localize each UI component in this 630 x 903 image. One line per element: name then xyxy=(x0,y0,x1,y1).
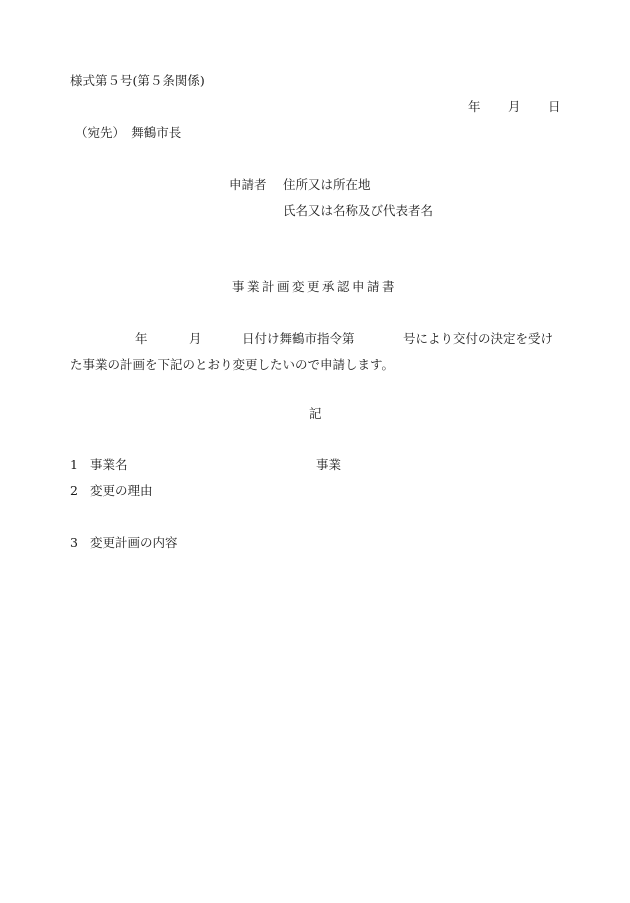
item-1-number: 1 xyxy=(70,457,78,472)
item-3-number: 3 xyxy=(70,535,78,550)
item-2-number: 2 xyxy=(70,483,78,498)
item-3-label: 変更計画の内容 xyxy=(90,535,178,550)
name-label: 氏名又は名称及び代表者名 xyxy=(283,203,434,218)
address-label: 住所又は所在地 xyxy=(283,177,371,192)
applicant-label: 申請者 xyxy=(229,177,267,192)
addressee: （宛先） 舞鶴市長 xyxy=(75,125,182,140)
date-day: 日 xyxy=(548,99,561,114)
document-title: 事業計画変更承認申請書 xyxy=(232,279,398,294)
body-year: 年 xyxy=(135,331,148,346)
form-number: 様式第５号(第５条関係) xyxy=(70,73,205,88)
ki-heading: 記 xyxy=(309,406,322,421)
body-decision-text: 号により交付の決定を受け xyxy=(403,331,554,346)
item-2-label: 変更の理由 xyxy=(90,483,153,498)
body-date-reference: 日付け舞鶴市指令第 xyxy=(242,331,355,346)
item-1-suffix: 事業 xyxy=(316,457,342,472)
item-1-label: 事業名 xyxy=(90,457,128,472)
date-year: 年 xyxy=(468,99,481,114)
body-line-2: た事業の計画を下記のとおり変更したいので申請します。 xyxy=(70,357,395,372)
body-month: 月 xyxy=(189,331,202,346)
date-month: 月 xyxy=(508,99,521,114)
